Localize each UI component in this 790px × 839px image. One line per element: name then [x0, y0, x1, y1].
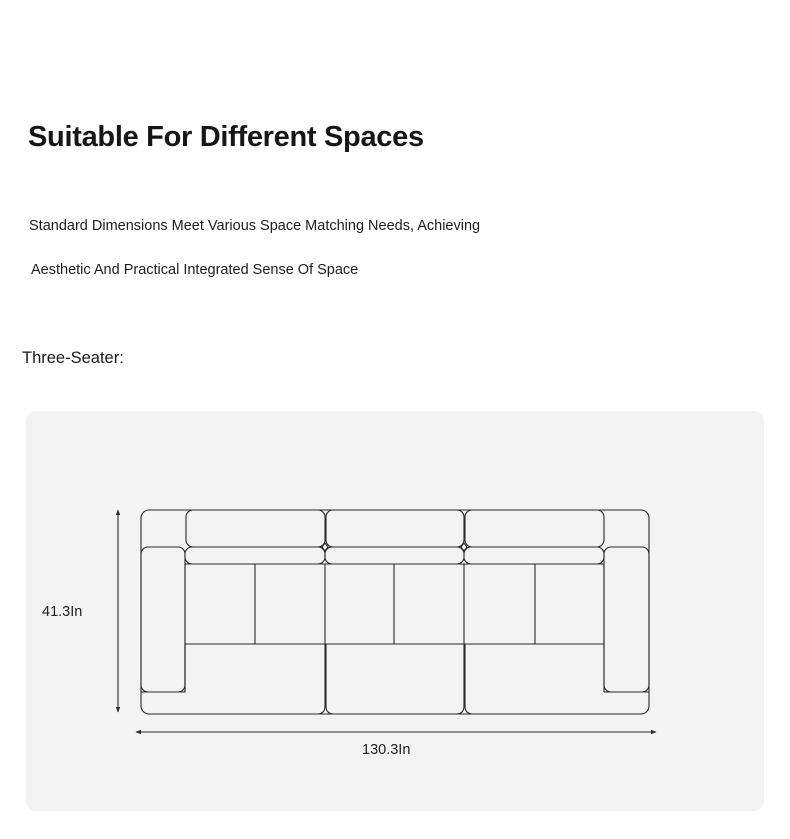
- section-title: Suitable For Different Spaces: [28, 121, 424, 153]
- sofa-frame: [141, 510, 649, 714]
- right-armrest: [604, 547, 649, 692]
- width-dimension-label: 130.3In: [362, 742, 411, 758]
- back-roll-1: [185, 547, 325, 564]
- sofa-type-label: Three-Seater:: [22, 349, 124, 367]
- description-line-2: Aesthetic And Practical Integrated Sense Of Space: [31, 262, 359, 278]
- height-dimension-label: 41.3In: [42, 604, 83, 620]
- base-section-right: [465, 644, 649, 714]
- left-armrest: [141, 547, 185, 692]
- back-roll-3: [464, 547, 604, 564]
- back-cushion-2: [326, 510, 464, 547]
- description-line-1: Standard Dimensions Meet Various Space Matching Needs, Achieving: [29, 218, 481, 234]
- base-section-middle: [326, 644, 464, 714]
- back-roll-2: [325, 547, 464, 564]
- base-section-left: [141, 644, 325, 714]
- back-cushion-3: [465, 510, 604, 547]
- back-cushion-1: [186, 510, 325, 547]
